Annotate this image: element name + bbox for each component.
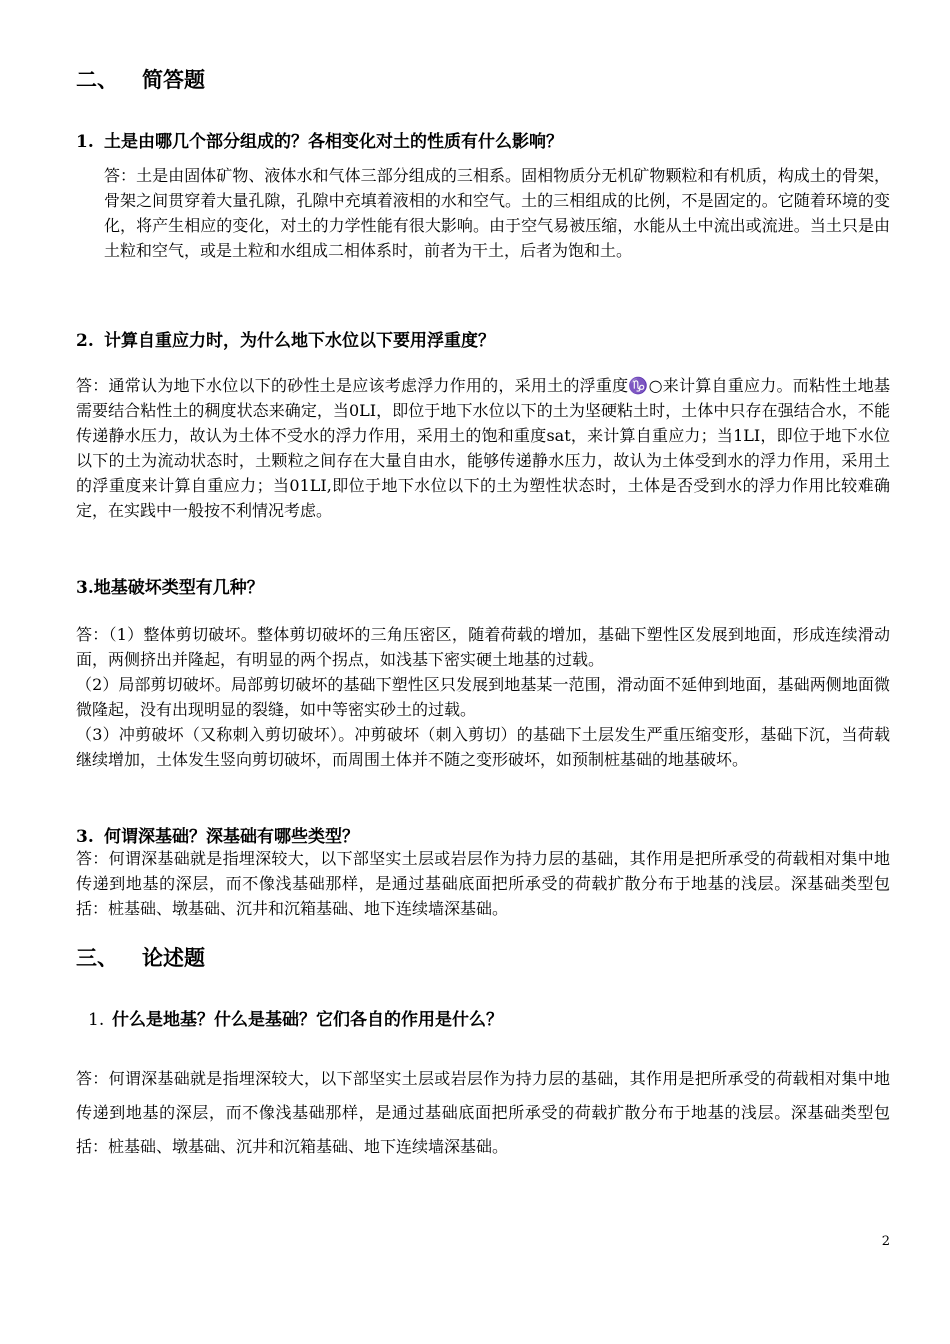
question-1 xyxy=(76,127,563,152)
question-text: 什么是地基？什么是基础？它们各自的作用是什么？ xyxy=(112,1010,503,1030)
section-number: 三、 xyxy=(76,945,118,970)
question-text: 计算自重应力时，为什么地下水位以下要用浮重度？ xyxy=(104,331,495,351)
question-number: 3. xyxy=(76,827,94,847)
answer-1: 答：土是由固体矿物、液体水和气体三部分组成的三相系。固相物质分无机矿物颗粒和有机质，构成土的骨架，骨架之间贯穿着大量孔隙，孔隙中充填着液相的水和空气。土的三相组成的比例，不是固定的。它随着环境的变化，将产生相应的变化，对土的力学性能有很大影响。由于空气易被压缩，水能从土中流出或流进。当土只是由土粒和空气，或是土粒和水组成二相体系时，前者为干土，后者为饱和土。 xyxy=(104,166,890,260)
answer-4: 答：何谓深基础就是指埋深较大，以下部坚实土层或岩层作为持力层的基础，其作用是把所承受的荷载相对集中地传递到地基的深层，而不像浅基础那样，是通过基础底面把所承受的荷载扩散分布于地基的浅层。深基础类型包括：桩基础、墩基础、沉井和沉箱基础、地下连续墙深基础。 xyxy=(76,849,890,918)
answer-line: （3）冲剪破坏（又称刺入剪切破坏）。冲剪破坏（刺入剪切）的基础下土层发生严重压缩变形，基础下沉，当荷载继续增加，土体发生竖向剪切破坏，而周围土体并不随之变形破坏，如预制桩基础的地基破坏。 xyxy=(76,725,890,769)
question-number: 1. xyxy=(88,1010,105,1030)
answer-line: 答：（1）整体剪切破坏。整体剪切破坏的三角压密区，随着荷载的增加，基础下塑性区发展到地面，形成连续滑动面，两侧挤出并隆起，有明显的两个拐点，如浅基下密实硬土地基的过载。 xyxy=(76,625,890,669)
question-number: 2. xyxy=(76,331,94,351)
answer-2: 答：通常认为地下水位以下的砂性土是应该考虑浮力作用的，采用土的浮重度♑○来计算自重应力。而粘性土地基需要结合粘性土的稠度状态来确定，当0LI，即位于地下水位以下的土为坚硬粘土时，土体中只存在强结合水，不能传递静水压力，故认为土体不受水的浮力作用，采用土的饱和重度sat，来计算自重应力；当1LI，即位于地下水位以下的土为流动状态时，土颗粒之间存在大量自由水，能够传递静水压力，故认为土体受到水的浮力作用，采用土的浮重度来计算自重应力；当01LI,即位于地下水位以下的土为塑性状态时，土体是否受到水的浮力作用比较难确定，在实践中一般按不利情况考虑。 xyxy=(76,376,890,520)
section-number: 二、 xyxy=(76,67,118,92)
question-4 xyxy=(76,822,359,847)
question-number: 1. xyxy=(76,132,94,152)
question-3: 3.地基破坏类型有几种？ xyxy=(76,578,264,598)
question-text: 何谓深基础？深基础有哪些类型？ xyxy=(104,827,359,847)
section-title: 简答题 xyxy=(142,67,205,92)
page-number: 2 xyxy=(881,1234,890,1249)
section-title: 论述题 xyxy=(142,945,205,970)
question-2 xyxy=(76,326,495,351)
section-heading-short-answer xyxy=(76,64,205,94)
answer-3 xyxy=(76,622,890,772)
question-text: 土是由哪几个部分组成的？各相变化对土的性质有什么影响？ xyxy=(104,132,563,152)
answer-line: （2）局部剪切破坏。局部剪切破坏的基础下塑性区只发展到地基某一范围，滑动面不延伸到地面，基础两侧地面微微隆起，没有出现明显的裂缝，如中等密实砂土的过载。 xyxy=(76,675,890,719)
question-5 xyxy=(88,1005,503,1030)
answer-5: 答：何谓深基础就是指埋深较大，以下部坚实土层或岩层作为持力层的基础，其作用是把所承受的荷载相对集中地传递到地基的深层，而不像浅基础那样，是通过基础底面把所承受的荷载扩散分布于地基的浅层。深基础类型包括：桩基础、墩基础、沉井和沉箱基础、地下连续墙深基础。 xyxy=(76,1069,890,1156)
section-heading-essay xyxy=(76,942,205,972)
